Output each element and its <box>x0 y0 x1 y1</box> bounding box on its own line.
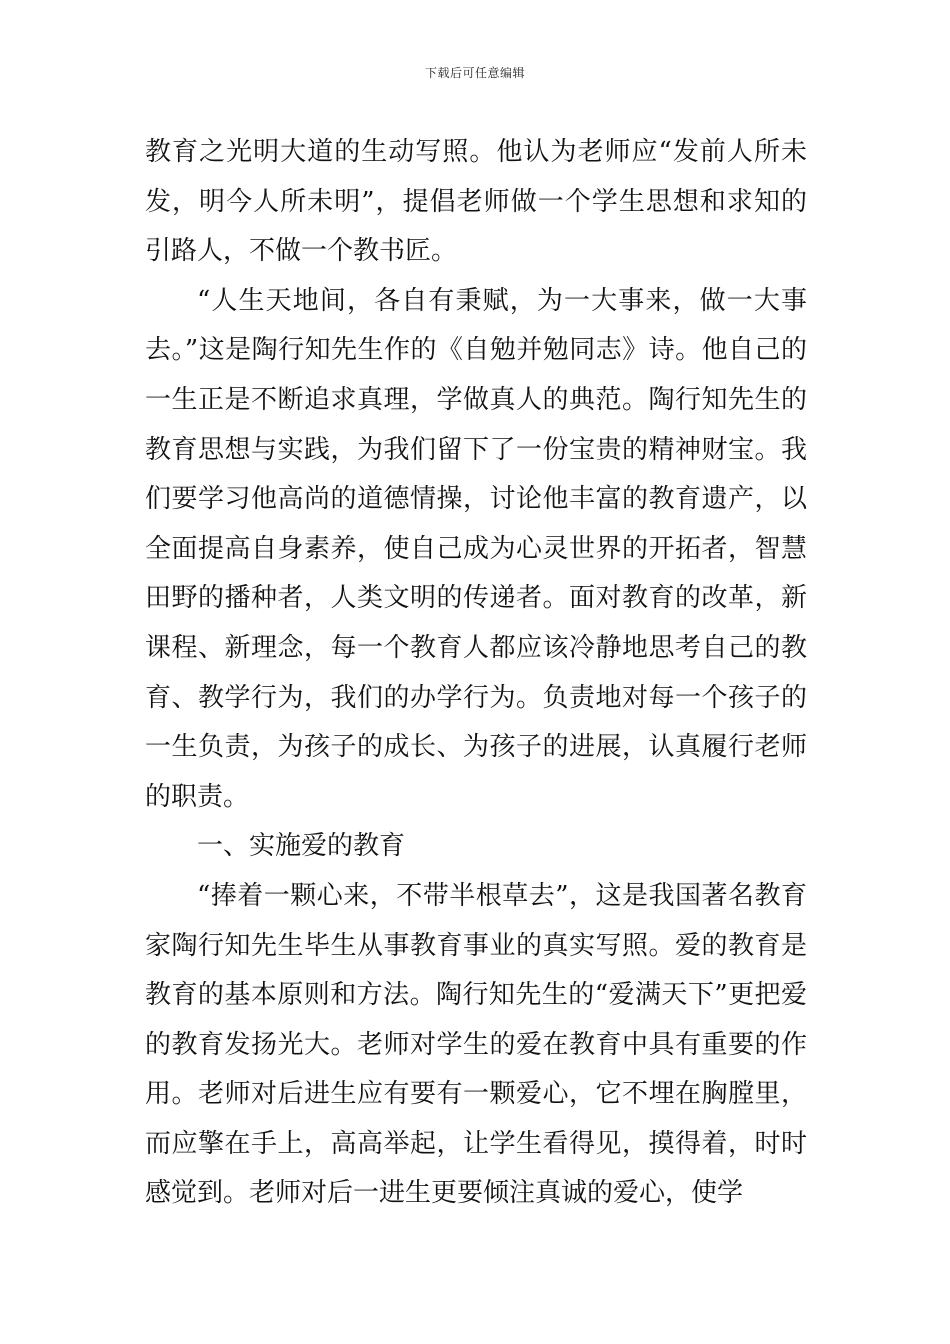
page-header: 下载后可任意编辑 <box>424 66 525 80</box>
paragraph-continuation: 教育之光明大道的生动写照。他认为老师应“发前人所未发，明今人所未明”，提倡老师做一个学生思想和求知的引路人，不做一个教书匠。 <box>145 137 807 267</box>
paragraph-love-education: “捧着一颗心来，不带半根草去”，这是我国著名教育家陶行知先生毕生从事教育事业的真实写照。爱的教育是教育的基本原则和方法。陶行知先生的“爱满天下”更把爱的教育发扬光大。老师对学生的爱在教育中具有重要的作用。老师对后进生应有要有一颗爱心，它不埋在胸膛里，而应擎在手上，高高举起，让学生看得见，摸得着，时时感觉到。老师对后一进生更要倾注真诚的爱心，使学 <box>145 880 807 1209</box>
paragraph-tao-xingzhi-poem: “人生天地间，各自有秉赋，为一大事来，做一大事去。”这是陶行知先生作的《自勉并勉同志》诗。他自己的一生正是不断追求真理，学做真人的典范。陶行知先生的教育思想与实践，为我们留下了一份宝贵的精神财宝。我们要学习他高尚的道德情操，讨论他丰富的教育遗产，以全面提高自身素养，使自己成为心灵世界的开拓者，智慧田野的播种者，人类文明的传递者。面对教育的改革，新课程、新理念，每一个教育人都应该冷静地思考自己的教育、教学行为，我们的办学行为。负责地对每一个孩子的一生负责，为孩子的成长、为孩子的进展，认真履行老师的职责。 <box>145 285 807 812</box>
document-body <box>145 128 807 1219</box>
section-heading: 一、实施爱的教育 <box>197 831 406 862</box>
